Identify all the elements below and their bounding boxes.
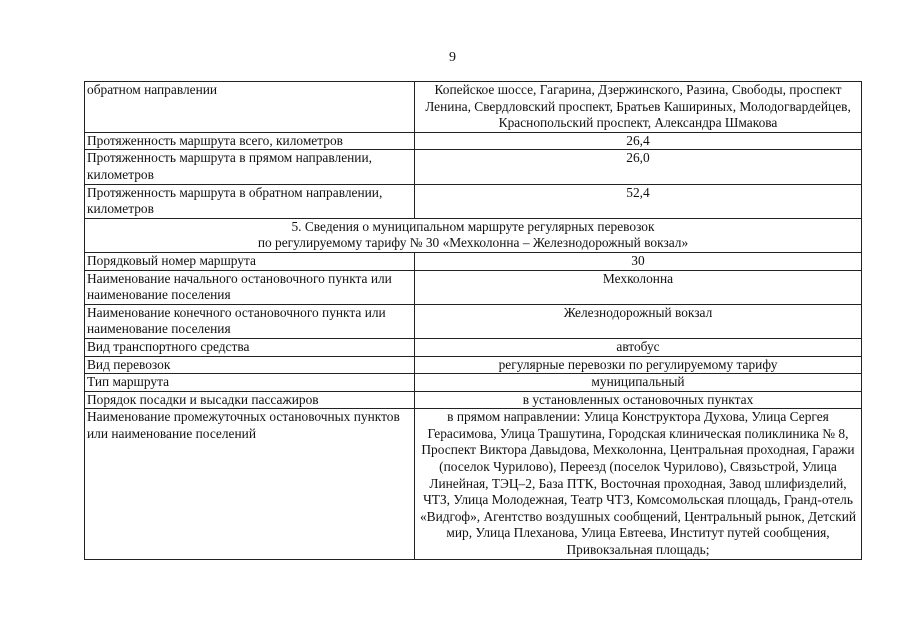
table-row	[85, 184, 862, 218]
row-label: Протяженность маршрута всего, километров	[85, 132, 415, 150]
table-row	[85, 270, 862, 304]
section-heading-line2: по регулируемому тарифу № 30 «Мехколонна – Железнодорожный вокзал»	[257, 235, 689, 251]
table-row	[85, 304, 862, 338]
section-heading-line1: 5. Сведения о муниципальном маршруте регулярных перевозок	[291, 218, 655, 234]
table-row	[85, 391, 862, 409]
row-label: Вид транспортного средства	[85, 338, 415, 356]
row-value: в прямом направлении: Улица Конструктора Духова, Улица Сергея Герасимова, Улица Трашутина, Городская клиническая поликлиника № 8, Проспект Виктора Давыдова, Мехколонна, Центральная проходная, Гаражи (поселок Чурилово), Переезд (поселок Чурилово), Связьстрой, Улица Линейная, ТЭЦ–2, База ПТК, Восточная проходная, Завод шлифизделий, ЧТЗ, Улица Молодежная, Театр ЧТЗ, Комсомольская площадь, Гранд-отель «Видгоф», Агентство воздушных сообщений, Центральный рынок, Детский мир, Улица Плеханова, Улица Евтеева, Институт путей сообщения, Привокзальная площадь;	[415, 409, 862, 559]
route-info-table	[84, 81, 862, 560]
table-row	[85, 252, 862, 270]
section-heading	[85, 218, 862, 252]
row-value: автобус	[415, 338, 862, 356]
table-row	[85, 82, 862, 133]
table-row	[85, 374, 862, 392]
row-value: 26,4	[415, 132, 862, 150]
row-label: Тип маршрута	[85, 374, 415, 392]
row-value: в установленных остановочных пунктах	[415, 391, 862, 409]
page-number: 9	[449, 50, 456, 65]
row-value: Мехколонна	[415, 270, 862, 304]
row-value: 30	[415, 252, 862, 270]
table-row	[85, 338, 862, 356]
row-label: Протяженность маршрута в прямом направлении, километров	[85, 150, 415, 184]
table-row	[85, 356, 862, 374]
row-label: Протяженность маршрута в обратном направлении, километров	[85, 184, 415, 218]
row-label: Вид перевозок	[85, 356, 415, 374]
row-value: муниципальный	[415, 374, 862, 392]
row-value: Железнодорожный вокзал	[415, 304, 862, 338]
row-label: Наименование начального остановочного пункта или наименование поселения	[85, 270, 415, 304]
table-row	[85, 150, 862, 184]
section-heading-row	[85, 218, 862, 252]
row-value: 52,4	[415, 184, 862, 218]
table-row	[85, 409, 862, 559]
row-label: Порядковый номер маршрута	[85, 252, 415, 270]
row-label: Наименование промежуточных остановочных пунктов или наименование поселений	[85, 409, 415, 559]
row-label: Наименование конечного остановочного пункта или наименование поселения	[85, 304, 415, 338]
row-value: 26,0	[415, 150, 862, 184]
table-row	[85, 132, 862, 150]
row-label: обратном направлении	[85, 82, 415, 133]
row-value: Копейское шоссе, Гагарина, Дзержинского, Разина, Свободы, проспект Ленина, Свердловский проспект, Братьев Кашириных, Молодогвардейцев, Краснопольский проспект, Александра Шмакова	[415, 82, 862, 133]
row-label: Порядок посадки и высадки пассажиров	[85, 391, 415, 409]
row-value: регулярные перевозки по регулируемому тарифу	[415, 356, 862, 374]
